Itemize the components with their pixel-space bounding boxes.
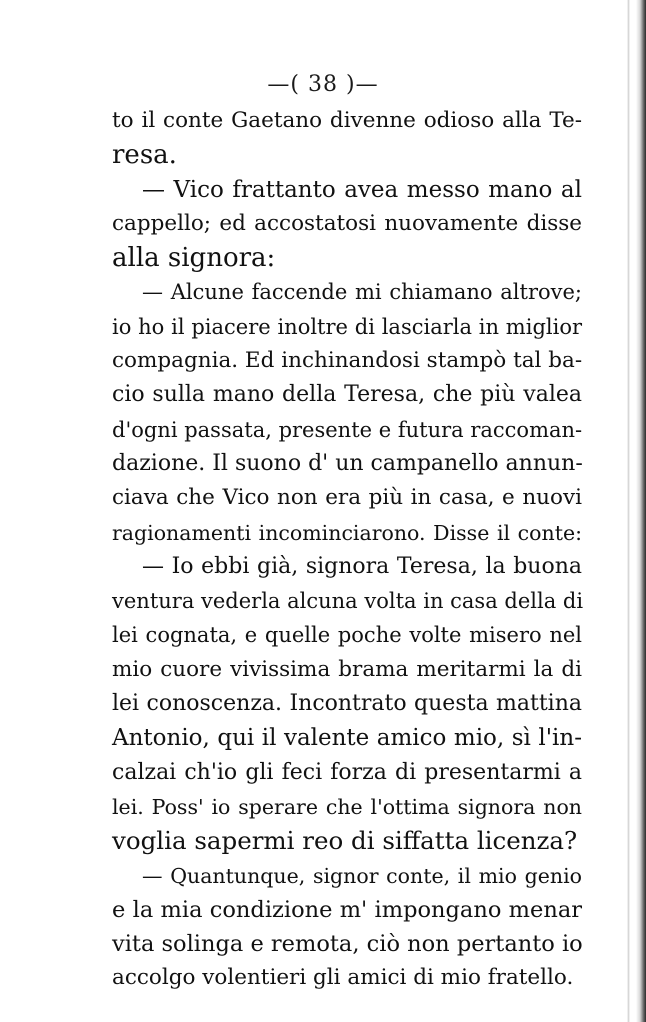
text-line-1: to il conte Gaetano divenne odioso alla Te- bbox=[112, 108, 582, 133]
text-line-2: resa. bbox=[112, 140, 177, 171]
text-line-22: voglia sapermi reo di siffatta licenza? bbox=[112, 826, 578, 856]
text-line-20: calzai ch'io gli feci forza di presentarmi a bbox=[112, 759, 582, 785]
text-line-15: ventura vederla alcuna volta in casa della di bbox=[112, 589, 584, 614]
text-line-12: ciava che Vico non era più in casa, e nuovi bbox=[112, 485, 582, 511]
page-edge-shadow bbox=[636, 0, 646, 1022]
body-text bbox=[112, 104, 582, 996]
text-line-23: — Quantunque, signor conte, il mio genio bbox=[142, 863, 582, 888]
text-line-5: alla signora: bbox=[112, 243, 276, 274]
text-line-8: compagnia. Ed inchinandosi stampò tal ba- bbox=[112, 348, 583, 374]
text-line-13: ragionamenti incominciarono. Disse il conte: bbox=[112, 520, 582, 545]
text-line-14: — Io ebbi già, signora Teresa, la buona bbox=[142, 553, 582, 579]
text-line-11: dazione. Il suono d' un campanello annun- bbox=[112, 450, 583, 476]
text-line-16: lei cognata, e quelle poche volte misero nel bbox=[112, 623, 582, 648]
text-line-7: io ho il piacere inoltre di lasciarla in miglior bbox=[112, 314, 582, 339]
text-line-21: lei. Poss' io sperare che l'ottima signora non bbox=[112, 794, 582, 819]
page-number: —( 38 )— bbox=[267, 72, 379, 97]
text-line-26: accolgo volentieri gli amici di mio fratello. bbox=[112, 965, 574, 991]
text-line-18: lei conoscenza. Incontrato questa mattina bbox=[112, 691, 582, 717]
text-line-3: — Vico frattanto avea messo mano al bbox=[142, 176, 582, 203]
text-line-9: cio sulla mano della Teresa, che più valea bbox=[112, 382, 582, 408]
page-fold-shadow bbox=[627, 0, 630, 1022]
text-line-4: cappello; ed accostatosi nuovamente disse bbox=[112, 210, 582, 236]
text-line-6: — Alcune faccende mi chiamano altrove; bbox=[142, 280, 582, 305]
text-line-10: d'ogni passata, presente e futura raccoman- bbox=[112, 417, 583, 442]
text-line-24: e la mia condizione m' impongano menar bbox=[112, 896, 582, 923]
text-line-25: vita solinga e remota, ciò non pertanto io bbox=[112, 931, 583, 958]
text-line-19: Antonio, qui il valente amico mio, sì l'in- bbox=[112, 725, 582, 752]
text-line-17: mio cuore vivissima brama meritarmi la di bbox=[112, 656, 582, 682]
